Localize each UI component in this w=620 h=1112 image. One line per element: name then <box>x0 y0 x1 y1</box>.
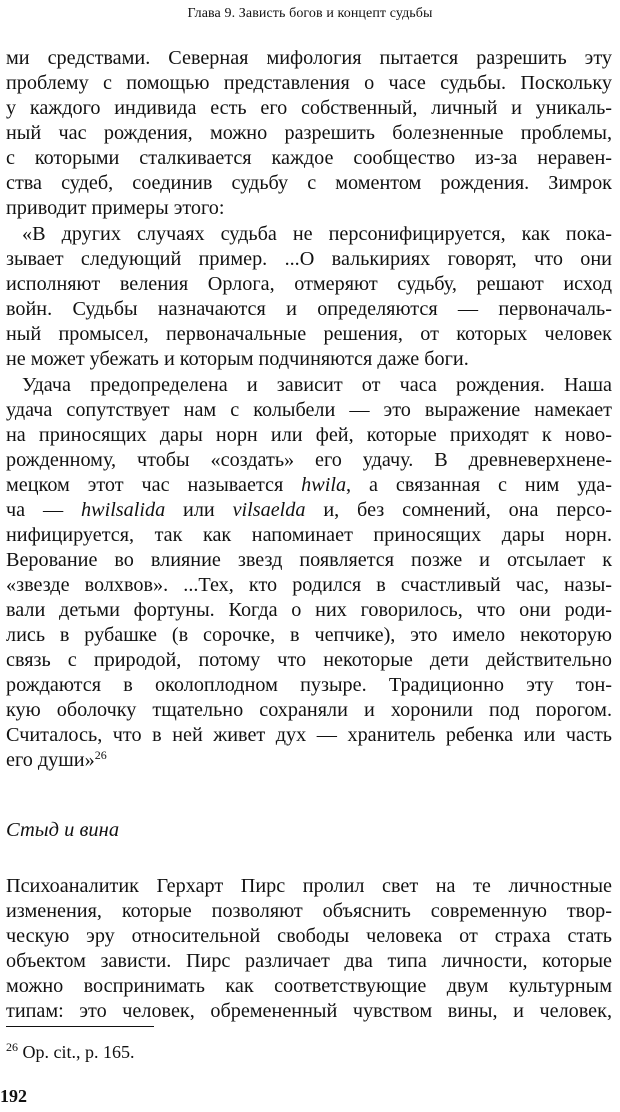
quote-line: войн. Судьбы назначаются и определяются — первоначаль- <box>6 298 612 320</box>
paragraph2-line: изменения, которые позволяют объяснить современную твор- <box>6 900 612 922</box>
quote-line: «В других случаях судьба не персонифицируется, как пока- <box>22 223 612 245</box>
term-hwila: hwila <box>301 474 347 496</box>
paragraph2-line: можно воспринимать как соответствующие двум культурным <box>6 975 612 997</box>
footnote-text: Op. cit., p. 165. <box>22 1042 135 1062</box>
footnote-number: 26 <box>6 1040 18 1054</box>
quote-line: не может убежать и которым подчиняются даже боги. <box>6 348 469 370</box>
paragraph2-line: типам: это человек, обремененный чувством вины, и человек, <box>6 1000 612 1022</box>
section-heading: Стыд и вина <box>6 819 120 841</box>
quote-line: лись в рубашке (в сорочке, в чепчике), это имело некоторую <box>6 624 612 646</box>
quote-line: ный промысел, первоначальные решения, от которых человек <box>6 323 612 345</box>
quote-line: вали детьми фортуны. Когда о них говорилось, что они роди- <box>6 599 612 621</box>
page-number: 192 <box>0 1086 27 1106</box>
quote-line: Верование во влияние звезд появляется позже и отсылает к <box>6 549 612 571</box>
quote-text: , а связанная с ним уда- <box>346 474 612 496</box>
term-hwilsalida: hwilsalida <box>81 499 166 521</box>
quote-line: удача сопутствует нам с колыбели — это выражение намекает <box>6 399 612 421</box>
paragraph2-line: ческую эру относительной свободы человека от страха стать <box>6 925 612 947</box>
quote-line: кую оболочку тщательно сохраняли и хоронили под порогом. <box>6 699 612 721</box>
quote-text: мецком этот час называется <box>6 474 302 496</box>
paragraph1-line: ный час рождения, можно разрешить болезненные проблемы, <box>6 122 612 144</box>
quote-line: зывает следующий пример. ...О валькириях говорят, что они <box>6 248 612 270</box>
paragraph1-line: ми средствами. Северная мифология пытается разрешить эту <box>6 47 612 69</box>
quote-text: и, без сомнений, она персо- <box>305 499 612 521</box>
quote-text: ча — <box>6 499 82 521</box>
paragraph1-line: проблему с помощью представления о часе судьбы. Поскольку <box>6 72 612 94</box>
paragraph1-line: приводит примеры этого: <box>6 197 225 219</box>
paragraph1-line: с которыми сталкивается каждое сообщество из-за неравен- <box>6 147 612 169</box>
paragraph1-line: ства судеб, соединив судьбу с моментом рождения. Зимрок <box>6 172 612 194</box>
quote-line: Считалось, что в ней живет дух — хранитель ребенка или часть <box>6 724 612 746</box>
footnote-ref: 26 <box>94 748 107 762</box>
quote-line: исполняют веления Орлога, отмеряют судьбу, решают исход <box>6 273 612 295</box>
quote-line <box>6 473 612 498</box>
quote-line: Удача предопределена и зависит от часа рождения. Наша <box>22 374 612 396</box>
footnote-rule <box>6 1026 154 1027</box>
quote-line <box>6 498 612 523</box>
term-vilsaelda: vilsaelda <box>232 499 306 521</box>
quote-line: «звезде волхвов». ...Тех, кто родился в счастливый час, назы- <box>6 574 612 596</box>
quote-line: на приносящих дары норн или фей, которые приходят к ново- <box>6 424 612 446</box>
footnote <box>6 1041 135 1063</box>
paragraph1-line: у каждого индивида есть его собственный, личный и уникаль- <box>6 97 612 119</box>
running-head: Глава 9. Зависть богов и концепт судьбы <box>187 6 433 21</box>
quote-text: его души» <box>6 749 95 771</box>
quote-line: связь с природой, потому что некоторые дети действительно <box>6 649 612 671</box>
quote-line: нифицируется, так как напоминает приносящих дары норн. <box>6 524 612 546</box>
quote-text: или <box>165 499 233 521</box>
paragraph2-line: Психоаналитик Герхарт Пирс пролил свет на те личностные <box>6 875 612 897</box>
paragraph2-line: объектом зависти. Пирс различает два типа личности, которые <box>6 950 612 972</box>
quote-line <box>6 748 612 773</box>
quote-line: рожденному, чтобы «создать» его удачу. В древневерхнене- <box>6 449 612 471</box>
quote-line: рождаются в околоплодном пузыре. Традиционно эту тон- <box>6 674 612 696</box>
